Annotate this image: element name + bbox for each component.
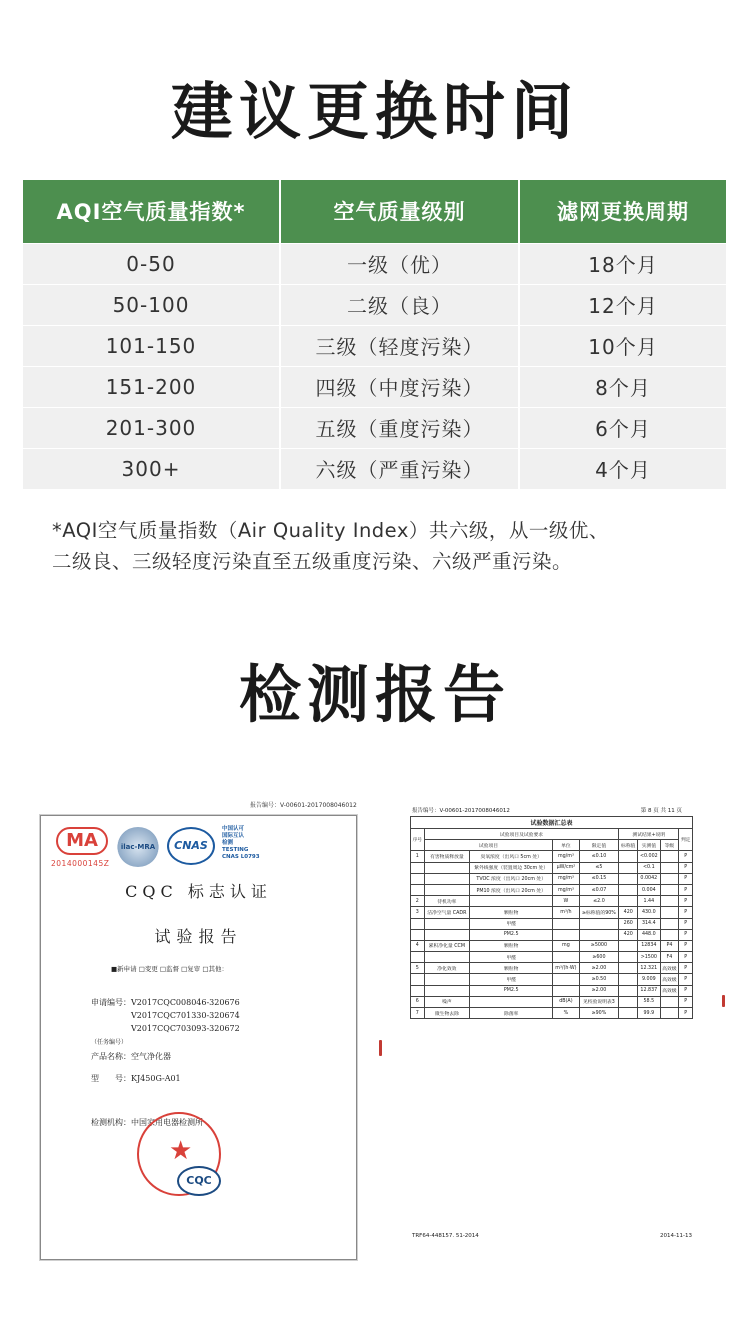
table-row bbox=[411, 985, 693, 996]
table-cell: 高效级 bbox=[660, 974, 679, 985]
table-cell: μW/cm² bbox=[553, 862, 579, 873]
table-cell: ≤2.0 bbox=[579, 896, 619, 907]
table-cell: mg/m³ bbox=[553, 884, 579, 895]
aqi-range: 0-50 bbox=[23, 243, 280, 284]
table-cell bbox=[660, 996, 679, 1007]
table-cell bbox=[619, 963, 638, 974]
table-cell: 净化效效 bbox=[424, 963, 470, 974]
data-sheet-header bbox=[412, 806, 692, 814]
table-cell: ≥2.00 bbox=[579, 963, 619, 974]
table-cell: dB(A) bbox=[553, 996, 579, 1007]
cma-number: 2014000145Z bbox=[51, 859, 110, 868]
page-title-replacement-time: 建议更换时间 bbox=[170, 75, 579, 148]
table-cell: P bbox=[679, 996, 693, 1007]
table-row bbox=[411, 862, 693, 873]
cnas-accreditation-text: 中国认可 国际互认 检测 TESTING CNAS L0793 bbox=[222, 826, 260, 860]
certification-logos bbox=[51, 823, 351, 875]
table-cell: P bbox=[679, 873, 693, 884]
table-cell bbox=[619, 862, 638, 873]
table-cell bbox=[553, 929, 579, 940]
table-cell: 260 bbox=[619, 918, 638, 929]
certificate-field: 产品名称：空气净化器 bbox=[91, 1052, 171, 1061]
aqi-filter-table bbox=[23, 180, 726, 489]
table-cell bbox=[660, 918, 679, 929]
table-cell bbox=[424, 873, 470, 884]
table-cell: 高效级 bbox=[660, 985, 679, 996]
table-cell: P4 bbox=[660, 940, 679, 951]
table-cell bbox=[553, 985, 579, 996]
footnote-line: 二级良、三级轻度污染直至五级重度污染、六级严重污染。 bbox=[52, 550, 573, 573]
cqc-logo: CQC bbox=[177, 1166, 221, 1196]
table-cell: ≤0.10 bbox=[579, 851, 619, 862]
table-cell: ≤0.15 bbox=[579, 873, 619, 884]
table-cell: 12.837 bbox=[638, 985, 660, 996]
table-cell: <0.002 bbox=[638, 851, 660, 862]
certificate-field: （任务编号） bbox=[91, 1039, 128, 1046]
table-cell: 3 bbox=[411, 907, 425, 918]
table-row bbox=[411, 884, 693, 895]
table-cell: mg/m³ bbox=[553, 851, 579, 862]
table-cell: m³/(h·W) bbox=[553, 963, 579, 974]
data-sheet-footer bbox=[412, 1233, 692, 1239]
table-cell: 颗粒物 bbox=[470, 963, 553, 974]
table-cell: 12.321 bbox=[638, 963, 660, 974]
table-cell: P bbox=[679, 918, 693, 929]
table-cell: 洁净空气量 CADR bbox=[424, 907, 470, 918]
aqi-range: 101-150 bbox=[23, 325, 280, 366]
certificate-field: V2017CQC703093-320672 bbox=[91, 1024, 240, 1033]
table-cell bbox=[619, 974, 638, 985]
table-header-cell: 试验项目 bbox=[424, 840, 553, 851]
table-cell: F4 bbox=[660, 952, 679, 963]
header-aqi-index: AQI空气质量指数* bbox=[23, 180, 280, 243]
table-row bbox=[23, 366, 726, 407]
table-cell: P bbox=[679, 952, 693, 963]
table-header-cell: 判定 bbox=[679, 829, 693, 851]
table-cell bbox=[660, 1008, 679, 1019]
table-cell: P bbox=[679, 985, 693, 996]
air-level: 四级（中度污染） bbox=[280, 366, 519, 407]
table-cell: 314.4 bbox=[638, 918, 660, 929]
table-cell: 噪声 bbox=[424, 996, 470, 1007]
aqi-range: 50-100 bbox=[23, 284, 280, 325]
table-row bbox=[411, 873, 693, 884]
aqi-range: 151-200 bbox=[23, 366, 280, 407]
air-level: 三级（轻度污染） bbox=[280, 325, 519, 366]
table-cell bbox=[553, 952, 579, 963]
table-row bbox=[23, 243, 726, 284]
air-level: 五级（重度污染） bbox=[280, 407, 519, 448]
table-cell: 颗粒物 bbox=[470, 940, 553, 951]
data-sheet-date: 2014-11-13 bbox=[660, 1233, 692, 1239]
table-cell: 6 bbox=[411, 996, 425, 1007]
table-cell bbox=[619, 996, 638, 1007]
table-cell bbox=[411, 918, 425, 929]
table-cell: ≥90% bbox=[579, 1008, 619, 1019]
table-cell: P bbox=[679, 929, 693, 940]
table-row bbox=[411, 1008, 693, 1019]
table-cell bbox=[619, 873, 638, 884]
table-header-cell: 限定值 bbox=[579, 840, 619, 851]
table-row bbox=[411, 918, 693, 929]
table-row bbox=[411, 929, 693, 940]
table-cell bbox=[579, 918, 619, 929]
table-cell bbox=[470, 996, 553, 1007]
table-cell: 微生物去除 bbox=[424, 1008, 470, 1019]
table-cell: 9.009 bbox=[638, 974, 660, 985]
table-cell: 420 bbox=[619, 907, 638, 918]
table-cell bbox=[619, 851, 638, 862]
table-cell bbox=[411, 873, 425, 884]
table-cell bbox=[411, 974, 425, 985]
cqc-certificate-image bbox=[40, 815, 357, 1260]
table-cell: P bbox=[679, 896, 693, 907]
table-cell bbox=[424, 985, 470, 996]
table-cell bbox=[619, 985, 638, 996]
table-cell: 甲醛 bbox=[470, 974, 553, 985]
certificate-title: CQC 标志认证 bbox=[125, 882, 272, 901]
table-cell: 累积净化量 CCM bbox=[424, 940, 470, 951]
table-cell: 420 bbox=[619, 929, 638, 940]
table-cell: P bbox=[679, 862, 693, 873]
table-cell bbox=[660, 873, 679, 884]
table-cell: 58.5 bbox=[638, 996, 660, 1007]
certificate-field: V2017CQC701330-320674 bbox=[91, 1011, 240, 1020]
table-cell: ≥600 bbox=[579, 952, 619, 963]
table-cell: PM2.5 bbox=[470, 985, 553, 996]
table-cell bbox=[660, 896, 679, 907]
table-cell bbox=[424, 918, 470, 929]
table-cell: W bbox=[553, 896, 579, 907]
test-data-table bbox=[410, 816, 693, 1019]
table-cell: 甲醛 bbox=[470, 952, 553, 963]
certificate-report-number: 报告编号：V-00601-2017008046012 bbox=[250, 802, 357, 809]
table-cell bbox=[411, 929, 425, 940]
table-row bbox=[411, 907, 693, 918]
table-row bbox=[411, 963, 693, 974]
table-cell: PM2.5 bbox=[470, 929, 553, 940]
table-cell bbox=[660, 929, 679, 940]
cnas-logo: CNAS bbox=[167, 827, 215, 865]
certificate-subtitle: 试验报告 bbox=[154, 927, 243, 946]
table-cell: 待机功率 bbox=[424, 896, 470, 907]
table-cell: 见校验说明表3 bbox=[579, 996, 619, 1007]
ilac-mra-logo: ilac-MRA bbox=[117, 827, 159, 867]
table-cell: P bbox=[679, 884, 693, 895]
table-cell bbox=[660, 907, 679, 918]
table-cell: >1500 bbox=[638, 952, 660, 963]
table-cell bbox=[411, 884, 425, 895]
table-cell bbox=[619, 896, 638, 907]
table-cell: mg/m³ bbox=[553, 873, 579, 884]
table-cell: 4 bbox=[411, 940, 425, 951]
table-cell: P bbox=[679, 907, 693, 918]
table-cell: 7 bbox=[411, 1008, 425, 1019]
header-air-quality-level: 空气质量级别 bbox=[280, 180, 519, 243]
table-cell: ≥2.00 bbox=[579, 985, 619, 996]
test-data-rows bbox=[411, 851, 693, 1019]
table-cell: 0.0042 bbox=[638, 873, 660, 884]
table-cell: P bbox=[679, 1008, 693, 1019]
table-row bbox=[411, 952, 693, 963]
application-type-checkboxes: ■新申请 □变更 □监督 □复审 □其他： bbox=[111, 965, 228, 973]
table-cell: P bbox=[679, 851, 693, 862]
table-cell: 5 bbox=[411, 963, 425, 974]
table-cell: 紫外线强度（装置周边 30cm 处） bbox=[470, 862, 553, 873]
table-cell bbox=[660, 884, 679, 895]
table-row bbox=[411, 851, 693, 862]
footnote-line: *AQI空气质量指数（Air Quality Index）共六级，从一级优、 bbox=[52, 519, 609, 542]
table-header-row bbox=[23, 180, 726, 243]
table-cell bbox=[619, 1008, 638, 1019]
aqi-range: 201-300 bbox=[23, 407, 280, 448]
table-cell: 0.004 bbox=[638, 884, 660, 895]
table-cell: TVOC 浓度（出风口 20cm 处） bbox=[470, 873, 553, 884]
table-cell: 99.9 bbox=[638, 1008, 660, 1019]
table-cell: PM10 浓度（出风口 20cm 处） bbox=[470, 884, 553, 895]
table-header-cell: 单位 bbox=[553, 840, 579, 851]
filter-cycle: 6个月 bbox=[519, 407, 726, 448]
form-code: TRF64-448157. 51-2014 bbox=[412, 1233, 479, 1239]
table-cell: mg bbox=[553, 940, 579, 951]
table-cell bbox=[660, 851, 679, 862]
filter-cycle: 8个月 bbox=[519, 366, 726, 407]
table-cell bbox=[411, 952, 425, 963]
air-level: 六级（严重污染） bbox=[280, 448, 519, 489]
table-cell: P bbox=[679, 940, 693, 951]
aqi-range: 300+ bbox=[23, 448, 280, 489]
table-cell bbox=[619, 884, 638, 895]
table-cell: ≥0.50 bbox=[579, 974, 619, 985]
certificate-field: 型 号：KJ450G-A01 bbox=[91, 1074, 181, 1083]
aqi-footnote bbox=[52, 515, 712, 577]
table-cell bbox=[619, 952, 638, 963]
filter-cycle: 10个月 bbox=[519, 325, 726, 366]
table-header-cell: 测试结果+说明 bbox=[619, 829, 679, 840]
page-title-test-report: 检测报告 bbox=[238, 658, 511, 731]
table-cell bbox=[424, 929, 470, 940]
table-cell: 1 bbox=[411, 851, 425, 862]
table-cell: m³/h bbox=[553, 907, 579, 918]
table-cell bbox=[411, 985, 425, 996]
table-row bbox=[23, 407, 726, 448]
certificate-agency: 检测机构：中国家用电器检测所 bbox=[91, 1118, 203, 1127]
table-cell: P bbox=[679, 974, 693, 985]
table-row bbox=[23, 448, 726, 489]
table-cell bbox=[424, 952, 470, 963]
table-cell: 甲醛 bbox=[470, 918, 553, 929]
table-row bbox=[411, 940, 693, 951]
cma-logo: MA bbox=[56, 827, 108, 855]
table-cell: 448.0 bbox=[638, 929, 660, 940]
header-filter-cycle: 滤网更换周期 bbox=[519, 180, 726, 243]
table-cell bbox=[660, 862, 679, 873]
table-cell bbox=[424, 884, 470, 895]
table-header-cell: 试验项目及试验要求 bbox=[424, 829, 619, 840]
air-level: 一级（优） bbox=[280, 243, 519, 284]
table-cell: 臭氧浓度（出风口 5cm 处） bbox=[470, 851, 553, 862]
decoration-mark bbox=[722, 995, 725, 1007]
table-cell bbox=[470, 896, 553, 907]
certificate-field: 申请编号：V2017CQC008046-320676 bbox=[91, 998, 240, 1007]
table-row bbox=[23, 325, 726, 366]
table-header-cell: 序号 bbox=[411, 829, 425, 851]
table-cell: P bbox=[679, 963, 693, 974]
table-row bbox=[411, 896, 693, 907]
table-cell bbox=[579, 929, 619, 940]
table-cell: ≥标称值的90% bbox=[579, 907, 619, 918]
table-cell bbox=[424, 862, 470, 873]
table-cell: 430.0 bbox=[638, 907, 660, 918]
decoration-mark bbox=[379, 1040, 382, 1056]
table-cell: 有害物质释放量 bbox=[424, 851, 470, 862]
table-row bbox=[411, 974, 693, 985]
table-cell: 除菌率 bbox=[470, 1008, 553, 1019]
table-row bbox=[411, 996, 693, 1007]
filter-cycle: 18个月 bbox=[519, 243, 726, 284]
table-cell: 2 bbox=[411, 896, 425, 907]
table-cell: ≥5000 bbox=[579, 940, 619, 951]
table-cell bbox=[553, 918, 579, 929]
table-cell: 颗粒物 bbox=[470, 907, 553, 918]
air-level: 二级（良） bbox=[280, 284, 519, 325]
data-sheet-report-number: 报告编号：V-00601-2017008046012 bbox=[412, 808, 510, 814]
table-cell: ≤5 bbox=[579, 862, 619, 873]
table-cell bbox=[619, 940, 638, 951]
data-sheet-caption: 试验数据汇总表 bbox=[411, 817, 693, 829]
table-cell: 12834 bbox=[638, 940, 660, 951]
table-cell: <0.1 bbox=[638, 862, 660, 873]
table-header-cell: 标称值 bbox=[619, 840, 638, 851]
table-cell: ≤0.07 bbox=[579, 884, 619, 895]
table-row bbox=[23, 284, 726, 325]
table-cell bbox=[411, 862, 425, 873]
table-cell bbox=[424, 974, 470, 985]
data-sheet-page: 第 8 页 共 11 页 bbox=[640, 808, 682, 814]
table-cell bbox=[553, 974, 579, 985]
seal-star-icon: ★ bbox=[169, 1136, 193, 1166]
filter-cycle: 12个月 bbox=[519, 284, 726, 325]
table-cell: 高效级 bbox=[660, 963, 679, 974]
table-header-cell: 等级 bbox=[660, 840, 679, 851]
test-data-summary-image bbox=[410, 808, 693, 1239]
table-cell: % bbox=[553, 1008, 579, 1019]
filter-cycle: 4个月 bbox=[519, 448, 726, 489]
table-cell: 1.44 bbox=[638, 896, 660, 907]
table-header-cell: 实测值 bbox=[638, 840, 660, 851]
